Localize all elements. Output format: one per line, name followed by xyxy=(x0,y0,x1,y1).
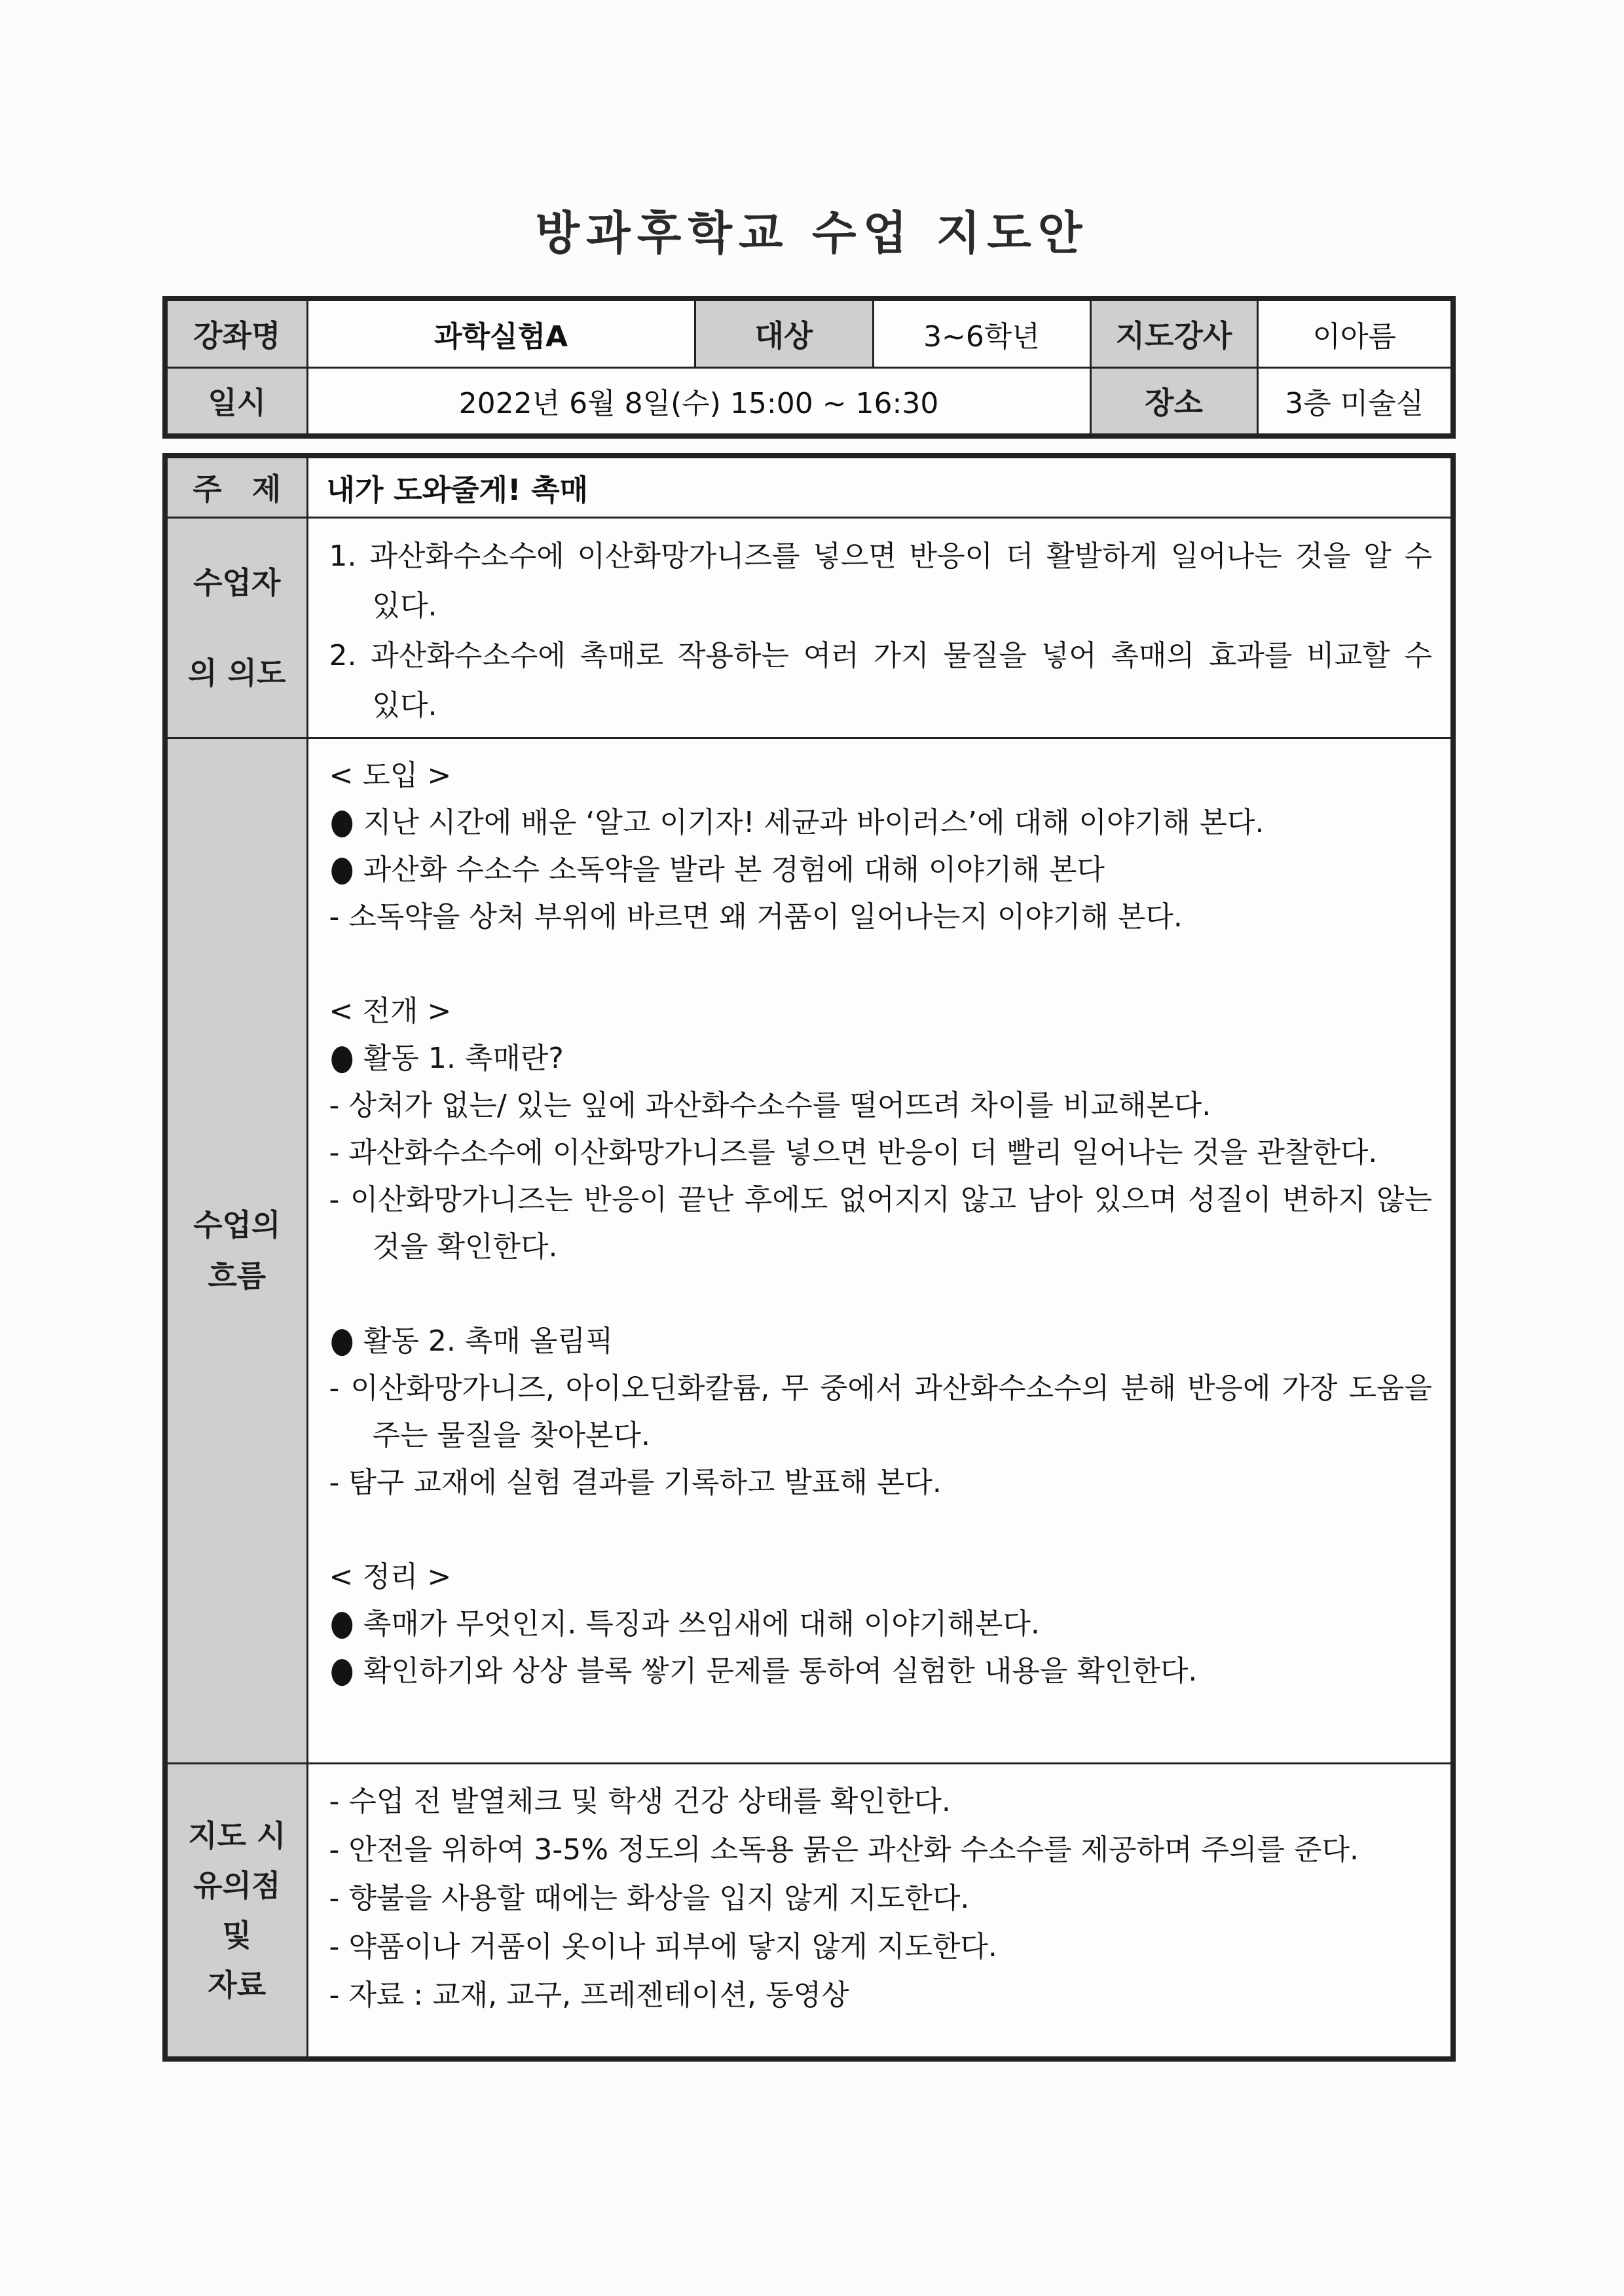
notes-row xyxy=(165,1763,1453,2059)
flow-label xyxy=(165,738,307,1763)
intent-label xyxy=(165,517,307,738)
bullet-icon: ● xyxy=(329,848,354,889)
course-name-label: 강좌명 xyxy=(165,299,307,367)
dash-icon: - xyxy=(329,1881,340,1915)
intent-content xyxy=(307,517,1453,738)
notes-line: - 약품이나 거품이 옷이나 피부에 닿지 않게 지도한다. xyxy=(329,1923,1433,1971)
page-title: 방과후학교 수업 지도안 xyxy=(535,206,1089,260)
place-label: 장소 xyxy=(1090,367,1257,436)
notes-label-line: 유의점 xyxy=(193,1867,281,1903)
dash-icon: - xyxy=(329,1832,340,1867)
dash-icon: - xyxy=(329,1371,340,1405)
flow-label-line: 흐름 xyxy=(208,1258,267,1294)
flow-line xyxy=(329,1506,1433,1554)
dash-icon: - xyxy=(329,900,340,934)
dash-icon: - xyxy=(329,1784,340,1818)
intent-label-line: 수업자 xyxy=(193,564,281,600)
dash-icon: - xyxy=(329,1182,340,1216)
notes-label xyxy=(165,1763,307,2059)
bullet-icon: ● xyxy=(329,801,354,842)
flow-line: ● 지난 시간에 배운 ‘알고 이기자! 세균과 바이러스’에 대해 이야기해 본다. xyxy=(329,799,1433,847)
course-name-value: 과학실험A xyxy=(307,299,695,367)
notes-line: - 안전을 위하여 3-5% 정도의 소독용 묽은 과산화 수소수를 제공하며 주의를 준다. xyxy=(329,1826,1433,1874)
dash-icon: - xyxy=(329,1978,340,2012)
notes-label-line: 및 xyxy=(222,1917,251,1953)
info-row-2 xyxy=(165,367,1453,436)
flow-line: ● 활동 2. 촉매 올림픽 xyxy=(329,1318,1433,1365)
course-info-table xyxy=(162,296,1456,439)
flow-line: - 탐구 교재에 실험 결과를 기록하고 발표해 본다. xyxy=(329,1459,1433,1506)
intent-item: 1. 과산화수소수에 이산화망가니즈를 넣으면 반응이 더 활발하게 일어나는 것을 알 수 있다. xyxy=(329,532,1433,631)
flow-line xyxy=(329,941,1433,988)
flow-label-line: 수업의 xyxy=(193,1207,281,1243)
flow-line xyxy=(329,1271,1433,1318)
flow-line: ● 확인하기와 상상 블록 쌓기 문제를 통하여 실험한 내용을 확인한다. xyxy=(329,1648,1433,1695)
flow-row xyxy=(165,738,1453,1763)
flow-content xyxy=(307,738,1453,1763)
intent-label-line: 의 의도 xyxy=(188,655,286,691)
bullet-icon: ● xyxy=(329,1602,354,1643)
notes-line: - 수업 전 발열체크 및 학생 건강 상태를 확인한다. xyxy=(329,1777,1433,1826)
place-value: 3층 미술실 xyxy=(1257,367,1453,436)
dash-icon: - xyxy=(329,1088,340,1122)
notes-label-line: 지도 시 xyxy=(188,1817,286,1853)
instructor-value: 이아름 xyxy=(1257,299,1453,367)
datetime-value: 2022년 6월 8일(수) 15:00 ~ 16:30 xyxy=(307,367,1090,436)
datetime-label: 일시 xyxy=(165,367,307,436)
flow-line: < 도입 > xyxy=(329,758,452,792)
flow-line: - 소독약을 상처 부위에 바르면 왜 거품이 일어나는지 이야기해 본다. xyxy=(329,894,1433,941)
topic-value: 내가 도와줄게! 촉매 xyxy=(307,456,1453,517)
lesson-detail-table xyxy=(162,453,1456,2062)
flow-line: - 이산화망가니즈, 아이오딘화칼륨, 무 중에서 과산화수소수의 분해 반응에 가장 도움을 주는 물질을 찾아본다. xyxy=(329,1365,1433,1459)
flow-line: ● 활동 1. 촉매란? xyxy=(329,1035,1433,1082)
flow-line: - 상처가 없는/ 있는 잎에 과산화수소수를 떨어뜨려 차이를 비교해본다. xyxy=(329,1082,1433,1129)
flow-line: - 이산화망가니즈는 반응이 끝난 후에도 없어지지 않고 남아 있으며 성질이 변하지 않는 것을 확인한다. xyxy=(329,1176,1433,1271)
flow-line: < 전개 > xyxy=(329,994,452,1028)
target-value: 3~6학년 xyxy=(873,299,1090,367)
bullet-icon: ● xyxy=(329,1319,354,1360)
instructor-label: 지도강사 xyxy=(1090,299,1257,367)
dash-icon: - xyxy=(329,1929,340,1963)
bullet-icon: ● xyxy=(329,1036,354,1078)
notes-content xyxy=(307,1763,1453,2059)
intent-item: 2. 과산화수소수에 촉매로 작용하는 여러 가지 물질을 넣어 촉매의 효과를 비교할 수 있다. xyxy=(329,631,1433,731)
flow-line: < 정리 > xyxy=(329,1559,452,1594)
dash-icon: - xyxy=(329,1135,340,1169)
topic-row xyxy=(165,456,1453,517)
notes-label-line: 자료 xyxy=(208,1967,267,2003)
dash-icon: - xyxy=(329,1465,340,1499)
flow-line: ● 촉매가 무엇인지. 특징과 쓰임새에 대해 이야기해본다. xyxy=(329,1601,1433,1648)
notes-line: - 자료 : 교재, 교구, 프레젠테이션, 동영상 xyxy=(329,1971,1433,2020)
bullet-icon: ● xyxy=(329,1649,354,1690)
topic-label: 주 제 xyxy=(165,456,307,517)
info-row-1 xyxy=(165,299,1453,367)
item-number: 2. xyxy=(329,638,357,672)
flow-line: ● 과산화 수소수 소독약을 발라 본 경험에 대해 이야기해 본다 xyxy=(329,847,1433,894)
intent-row xyxy=(165,517,1453,738)
notes-line: - 향불을 사용할 때에는 화상을 입지 않게 지도한다. xyxy=(329,1874,1433,1923)
target-label: 대상 xyxy=(695,299,873,367)
flow-line: - 과산화수소수에 이산화망가니즈를 넣으면 반응이 더 빨리 일어나는 것을 관찰한다. xyxy=(329,1129,1433,1176)
item-number: 1. xyxy=(329,539,357,573)
